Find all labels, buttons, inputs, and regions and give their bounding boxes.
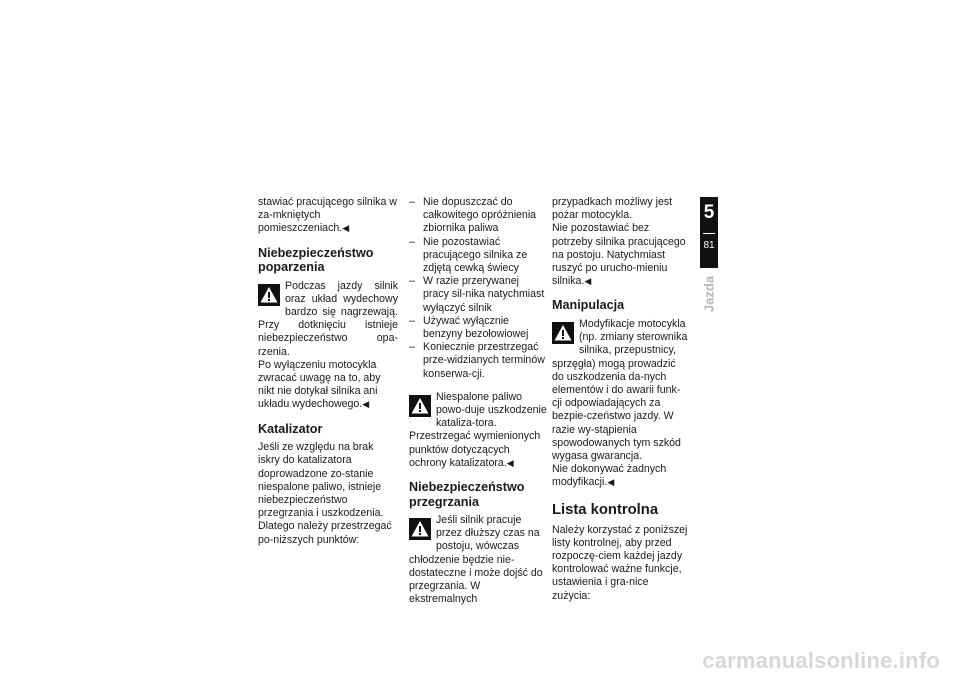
burn-heading: Niebezpieczeństwo poparzenia <box>258 245 374 275</box>
catalyst-text-2: Dlatego należy przestrzegać po-niższych punktów: <box>258 520 392 546</box>
chapter-title: Jazda <box>701 275 717 313</box>
warning-icon <box>409 518 431 540</box>
page-number: 81 <box>703 240 715 251</box>
checklist-text: Należy korzystać z poniższej listy kontrolnej, aby przed rozpoczę-ciem każdej jazdy kontrolować ważne funkcje, ustawienia i gra-nice zużycia: <box>552 523 688 602</box>
end-marker-icon: ◀ <box>506 457 514 468</box>
manipulation-warning: Modyfikacje motocykla (np. zmiany sterownika silnika, przepustnicy, sprzęgła) mogą prowadzić do uszkodzenia da-nych elementów i do awarii funk-cji odpowiadających za bezpie-czeństwo jazdy. W razie wy-stąpienia spowodowanych tym szkód wygasa gwarancja. <box>552 317 688 462</box>
watermark: carmanualsonline.info <box>702 648 940 673</box>
checklist-heading: Lista kontrolna <box>552 501 659 518</box>
list-item: – Nie pozostawiać pracującego silnika ze zdjętą cewką świecy <box>409 236 547 276</box>
manipulation-text: Nie dokonywać żadnych modyfikacji.◀ <box>552 463 667 489</box>
warning-icon <box>258 284 280 306</box>
tab-divider <box>703 233 715 234</box>
fuel-text: Przestrzegać wymienionych punktów dotyczących ochrony katalizatora.◀ <box>409 430 541 469</box>
fuel-warning: Niespalone paliwo powo-duje uszkodzenie kataliza-tora. <box>409 391 547 431</box>
list-item: – Nie dopuszczać do całkowitego opróżnienia zbiornika paliwa <box>409 196 547 236</box>
list-item: – Koniecznie przestrzegać prze-widzianych terminów konserwa-cji. <box>409 341 547 381</box>
overheat-continued: przypadkach możliwy jest pożar motocykla. <box>552 196 673 222</box>
overheat-instruction: Nie pozostawiać bez potrzeby silnika pracującego na postoju. Natychmiast ruszyć po urucho-mieniu silnika.◀ <box>552 222 686 288</box>
end-marker-icon: ◀ <box>607 477 615 488</box>
catalyst-list <box>409 196 547 381</box>
catalyst-heading: Katalizator <box>258 421 323 436</box>
end-marker-icon: ◀ <box>362 399 370 410</box>
list-item: – W razie przerywanej pracy sil-nika natychmiast wyłączyć silnik <box>409 275 547 315</box>
column-1 <box>258 196 398 547</box>
list-item: – Używać wyłącznie benzyny bezołowiowej <box>409 315 547 341</box>
overheat-heading: Niebezpieczeństwo przegrzania <box>409 480 525 509</box>
warning-icon <box>552 322 574 344</box>
end-marker-icon: ◀ <box>584 276 592 287</box>
column-2 <box>409 196 547 606</box>
end-marker-icon: ◀ <box>342 223 350 234</box>
burn-text: Po wyłączeniu motocykla zwracać uwagę na to, aby nikt nie dotykał silnika ani układu wydechowego.◀ <box>258 358 381 411</box>
catalyst-text: Jeśli ze względu na brak iskry do katalizatora doprowadzone zo-stanie niespalone paliwo, istnieje niebezpieczeństwo przegrzania i uszkodzenia. <box>258 441 384 520</box>
manipulation-heading: Manipulacja <box>552 298 625 313</box>
intro-text: stawiać pracującego silnika w za-mkniętych pomieszczeniach.◀ <box>258 196 397 235</box>
chapter-tab <box>700 197 718 268</box>
burn-warning: Podczas jazdy silnik oraz układ wydechowy bardzo się nagrzewają. Przy dotknięciu istnieje niebezpieczeństwo opa-rzenia. <box>258 279 398 358</box>
overheat-warning: Jeśli silnik pracuje przez dłuższy czas na postoju, wówczas chłodzenie będzie nie-dostateczne i może dojść do przegrzania. W ekstremalnych <box>409 514 543 606</box>
column-3 <box>552 196 688 603</box>
chapter-number: 5 <box>703 202 715 223</box>
warning-icon <box>409 395 431 417</box>
chapter-side-label <box>700 272 718 316</box>
